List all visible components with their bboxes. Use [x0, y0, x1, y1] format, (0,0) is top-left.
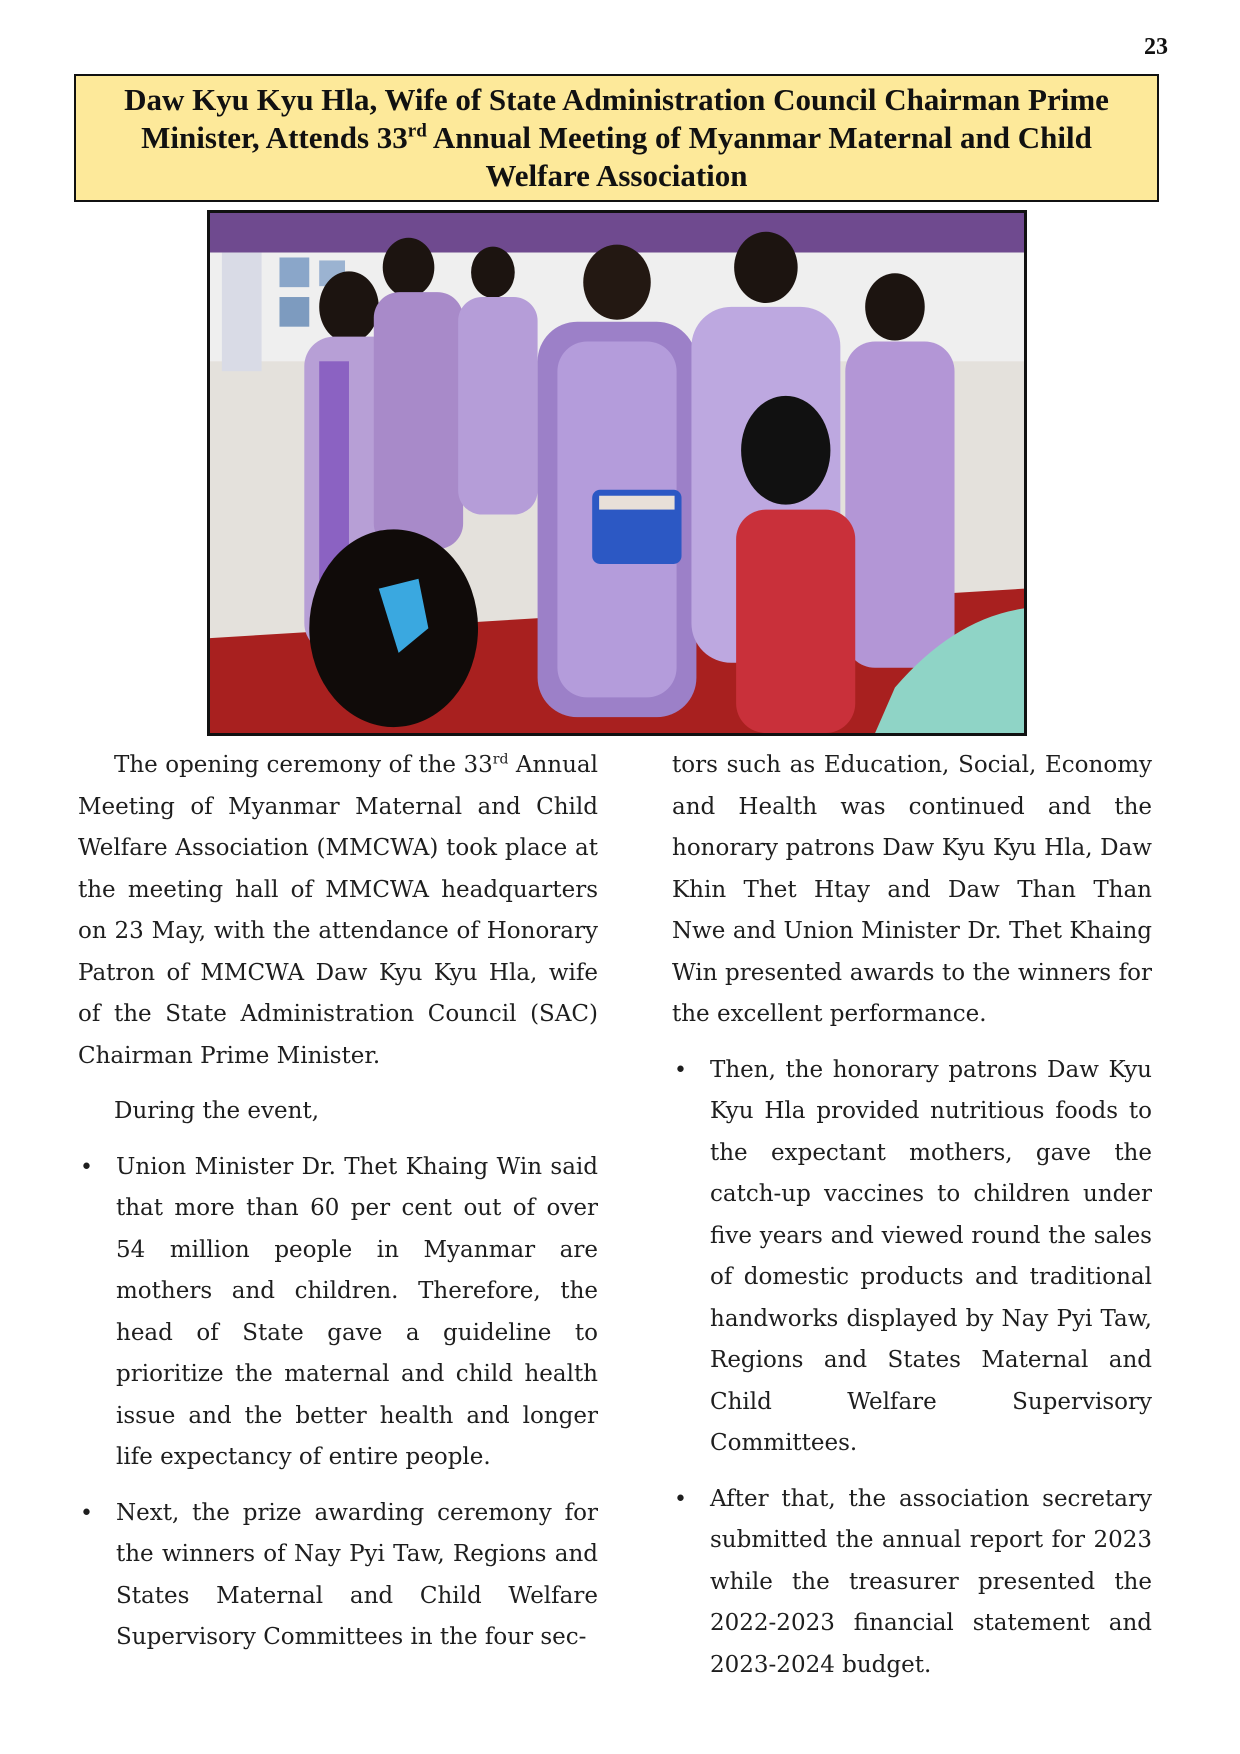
event-photo — [207, 210, 1027, 736]
right-column — [672, 745, 1152, 1700]
bullet-text: Then, the honorary patrons Daw Kyu Kyu Hla provided nutritious foods to the expectant mothers, gave the catch-up vaccines to children under five years and viewed round the sales of domestic products and traditional handworks displayed by Nay Pyi Taw, Regions and States Maternal and Child Welfare Supervisory Committees. — [710, 1056, 1152, 1456]
continued-paragraph: tors such as Education, Social, Economy and Health was continued and the honorary patrons Daw Kyu Kyu Hla, Daw Khin Thet Htay and Daw Than Than Nwe and Union Minister Dr. Thet Khaing Win presented awards to the winners for the excellent performance. — [672, 752, 1152, 1027]
bullet-text: Union Minister Dr. Thet Khaing Win said that more than 60 per cent out of over 54 million people in Myanmar are mothers and children. Therefore, the head of State gave a guideline to prioritize the maternal and child health issue and the better health and longer life expectancy of entire people. — [116, 1153, 598, 1470]
left-column — [78, 745, 598, 1673]
list-item — [672, 1050, 1152, 1465]
bullet-icon: • — [80, 1500, 93, 1526]
title-line-1: Daw Kyu Kyu Hla, Wife of State Administration Council Chairman Prime — [124, 82, 1109, 117]
intro-text-post: Annual Meeting of Myanmar Maternal and Child Welfare Association (MMCWA) took place at the meeting hall of MMCWA headquarters on 23 May, with the attendance of Honorary Patron of MMCWA Daw Kyu Kyu Hla, wife of the State Administration Council (SAC) Chairman Prime Minister. — [78, 752, 598, 1069]
bullet-text: Next, the prize awarding ceremony for the winners of Nay Pyi Taw, Regions and States Maternal and Child Welfare Supervisory Committees in the four sec- — [116, 1499, 598, 1650]
bullet-icon: • — [80, 1154, 93, 1180]
bullet-text: After that, the association secretary submitted the annual report for 2023 while the treasurer presented the 2022-2023 financial statement and 2023-2024 budget. — [710, 1485, 1152, 1678]
intro-paragraph — [78, 745, 598, 1077]
page-number: 23 — [1144, 34, 1168, 60]
title-line-2-post: Annual Meeting of Myanmar Maternal and Child — [426, 120, 1092, 155]
list-item — [78, 1493, 598, 1659]
title-line-2-pre: Minister, Attends 33 — [141, 120, 408, 155]
title-ordinal-suffix: rd — [407, 120, 427, 142]
bullet-icon: • — [674, 1057, 687, 1083]
bullet-icon: • — [674, 1486, 687, 1512]
intro-text-pre: The opening ceremony of the 33 — [114, 752, 493, 778]
bullet-list-left — [78, 1147, 598, 1659]
intro-ordinal-suffix: rd — [492, 751, 509, 768]
list-item — [672, 1479, 1152, 1687]
title-box — [74, 74, 1159, 202]
article-title — [124, 81, 1109, 195]
title-line-3: Welfare Association — [485, 158, 748, 193]
during-paragraph: During the event, — [114, 1098, 320, 1124]
bullet-list-right — [672, 1050, 1152, 1687]
photo-event-image — [210, 213, 1024, 733]
list-item — [78, 1147, 598, 1479]
